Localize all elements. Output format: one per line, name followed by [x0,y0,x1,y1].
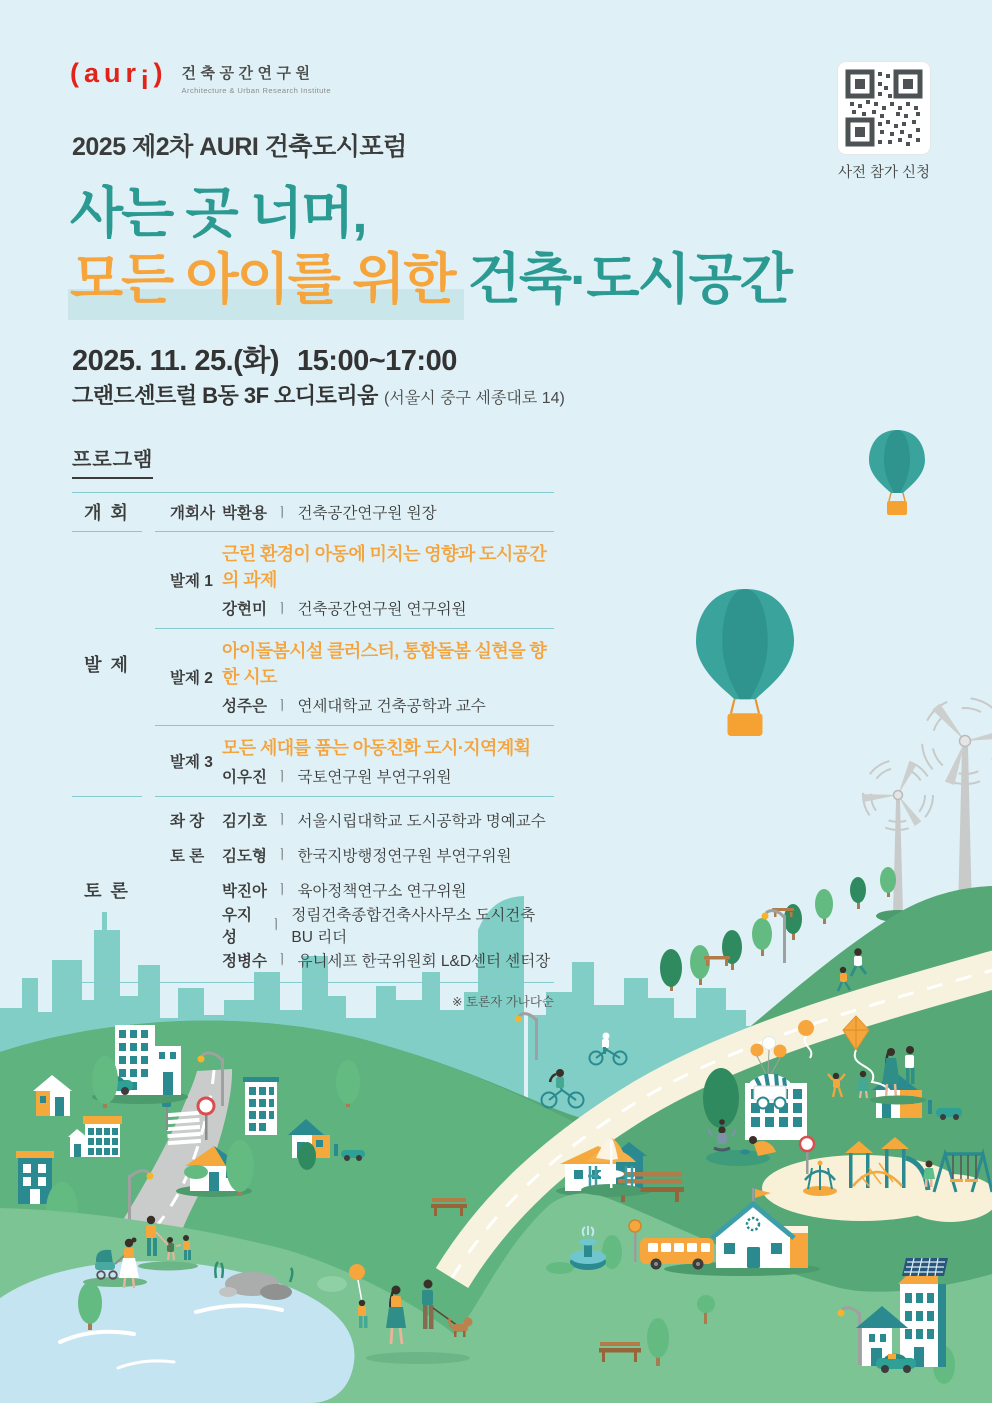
title-line2-orange: 모든 아이를 위한 [70,247,455,310]
title-line2-teal: 건축·도시공간 [454,247,791,310]
hot-air-balloon-small [869,430,925,515]
program-section [72,443,554,1010]
venue-name: 그랜드센트럴 B동 3F 오디토리움 [72,383,378,408]
section-label-presentations: 발 제 [72,532,142,797]
program-row: 발제 3 모든 세대를 품는 아동친화 도시·지역계획 이우진 ㅣ 국토연구원 부연구위원 [170,738,531,786]
qr-code-icon [838,62,930,154]
program-row: 우지성 ㅣ 정림건축종합건축사사무소 도시건축 BU 리더 [222,906,536,946]
event-date: 2025. 11. 25.(화) [72,345,280,377]
title-line1: 사는 곳 너머, [70,182,366,244]
org-name-korean: 건축공간연구원 [181,65,315,82]
program-row: 정병수 ㅣ 유니세프 한국위원회 L&D센터 센터장 [222,952,551,970]
program-table [72,492,554,983]
event-time: 15:00~17:00 [297,345,457,377]
program-section-opening [72,493,554,532]
auri-logo [70,60,331,95]
program-note: ※ 토론자 가나다순 [452,995,554,1009]
program-row: 발제 1 근린 환경이 아동에 미치는 영향과 도시공간의 과제 강현미 ㅣ 건축공간연구원 연구위원 [155,532,554,629]
program-section-discussion [72,797,554,982]
program-section-presentations [72,532,554,797]
registration-qr-code [838,62,930,154]
program-row: 박진아 ㅣ 육아정책연구소 연구위원 [222,882,467,900]
wind-turbine-far [863,760,933,922]
poster-title [70,183,791,310]
org-name-english: Architecture & Urban Research Institute [181,86,331,95]
program-row: 좌 장 김기호 ㅣ 서울시립대학교 도시공학과 명예교수 [170,812,546,830]
section-label-discussion: 토 론 [84,880,130,901]
hot-air-balloon-large [696,589,794,736]
section-label-opening: 개 회 [72,493,142,532]
forum-series-label: 2025 제2차 AURI 건축도시포럼 [72,133,407,161]
program-row: 개회사 박환용 ㅣ 건축공간연구원 원장 [170,504,437,522]
auri-logo-mark: (auri) [70,58,168,95]
auri-logo-orgname [182,60,331,95]
solar-panel [902,1258,948,1276]
program-heading: 프로그램 [72,443,153,479]
program-row: 발제 2 아이돌봄시설 클러스터, 통합돌봄 실현을 향한 시도 성주은 ㅣ 연세대학교 건축공학과 교수 [155,629,554,726]
qr-caption: 사전 참가 신청 [837,165,931,181]
program-row: 토 론 김도형 ㅣ 한국지방행정연구원 부연구위원 [170,847,512,865]
title-line2 [70,249,791,311]
hillside-benches [704,908,794,966]
venue-address: (서울시 중구 세종대로 14) [383,390,565,407]
building-white-windows [243,1077,279,1135]
event-datetime [72,338,457,379]
